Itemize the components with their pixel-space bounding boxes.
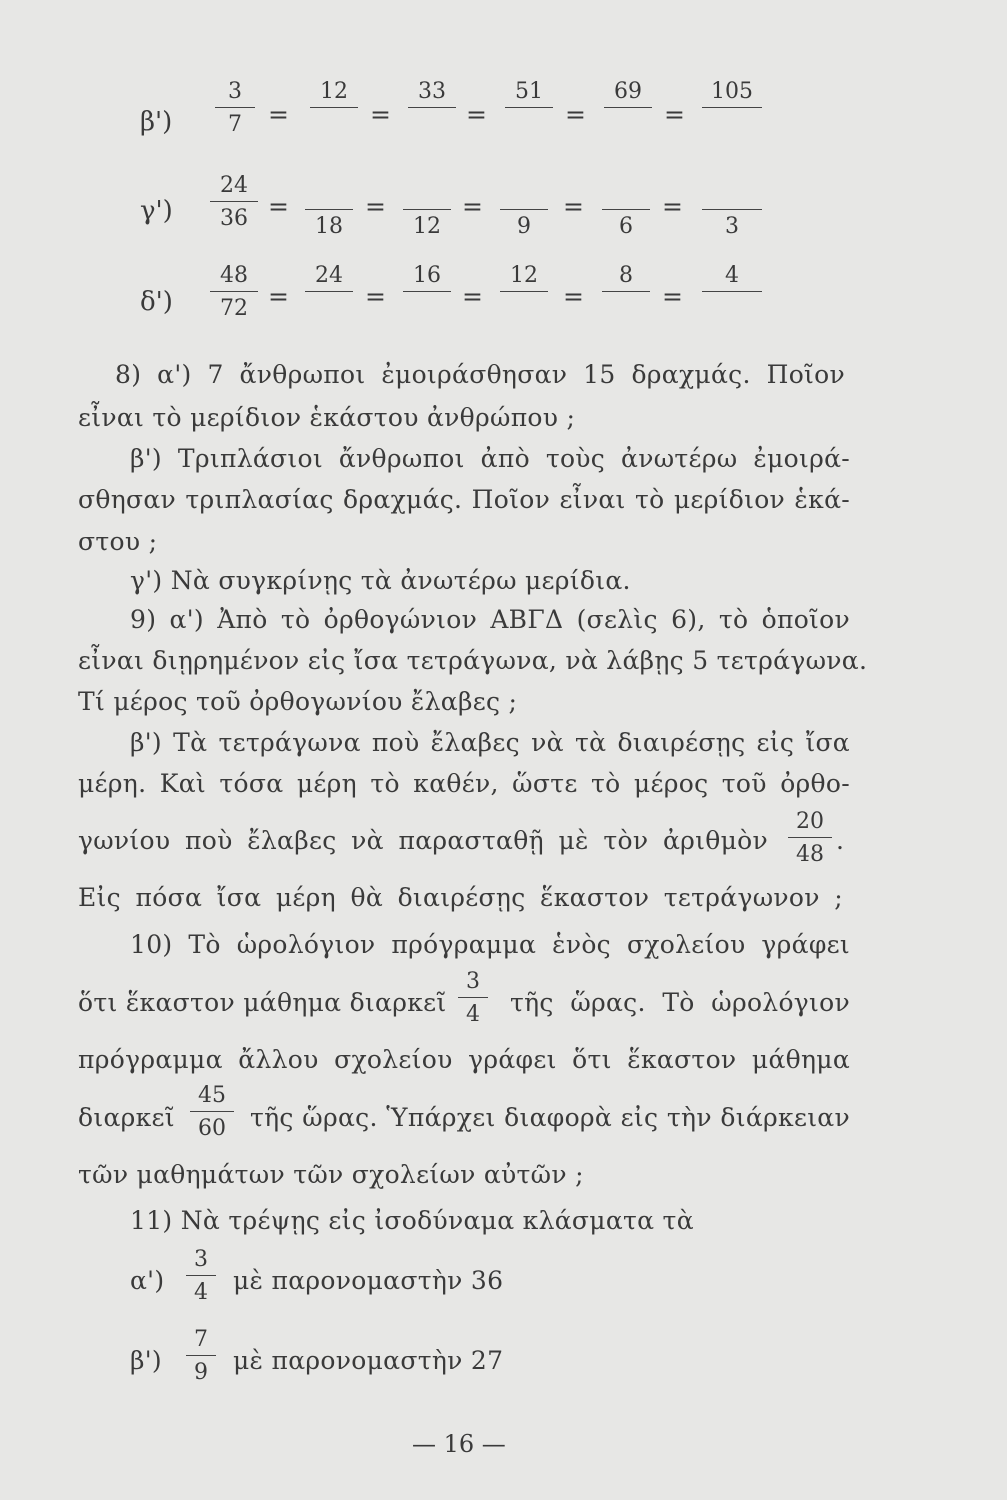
text-line: 9) α') Ἀπὸ τὸ ὀρθογώνιον ΑΒΓΔ (σελὶς 6), τὸ ὁποῖον <box>130 605 850 634</box>
equation-label: δ') <box>140 287 173 317</box>
fraction: 3 4 <box>458 968 488 1029</box>
fraction: 16 <box>403 262 451 323</box>
fraction: 33 <box>408 78 456 139</box>
fraction: 9 <box>500 180 548 241</box>
text-line: διαρκεῖ <box>78 1103 175 1132</box>
fraction: 48 72 <box>210 262 258 323</box>
text-line: τῆς ὥρας. Τὸ ὡρολόγιον <box>510 988 850 1017</box>
text-line: γωνίου ποὺ ἔλαβες νὰ παρασταθῇ μὲ τὸν ἀριθμὸν <box>78 826 768 855</box>
text-line: εἶναι διῃρημένον εἰς ἴσα τετράγωνα, νὰ λάβῃς 5 τετράγωνα. <box>78 646 868 675</box>
fraction: 18 <box>305 180 353 241</box>
item-label: α') <box>130 1266 165 1295</box>
item-label: β') <box>130 1346 162 1375</box>
text-line: γ') Νὰ συγκρίνῃς τὰ ἀνωτέρω μερίδια. <box>130 566 631 595</box>
fraction: 6 <box>602 180 650 241</box>
text-line: ὅτι ἕκαστον μάθημα διαρκεῖ <box>78 988 447 1017</box>
page-number: — 16 — <box>412 1430 506 1458</box>
fraction: 45 60 <box>190 1082 234 1143</box>
fraction: 4 <box>702 262 762 323</box>
fraction: 3 4 <box>186 1246 216 1307</box>
text-line: τῶν μαθημάτων τῶν σχολείων αὐτῶν ; <box>78 1160 584 1189</box>
fraction: 12 <box>310 78 358 139</box>
fraction: 7 9 <box>186 1326 216 1387</box>
text-line: β') Τριπλάσιοι ἄνθρωποι ἀπὸ τοὺς ἀνωτέρω ἐμοιρά- <box>130 444 850 473</box>
text-line: 11) Νὰ τρέψῃς εἰς ἰσοδύναμα κλάσματα τὰ <box>130 1206 694 1235</box>
fraction: 51 <box>505 78 553 139</box>
text-line: Εἰς πόσα ἴσα μέρη θὰ διαιρέσῃς ἕκαστον τετράγωνον ; <box>78 883 843 912</box>
text-line: 8) α') 7 ἄνθρωποι ἐμοιράσθησαν 15 δραχμάς. Ποῖον <box>115 360 845 389</box>
text-line: σθησαν τριπλασίας δραχμάς. Ποῖον εἶναι τὸ μερίδιον ἑκά- <box>78 485 850 514</box>
text-line: μὲ παρονομαστὴν 27 <box>233 1346 504 1375</box>
text-line: β') Τὰ τετράγωνα ποὺ ἔλαβες νὰ τὰ διαιρέσῃς εἰς ἴσα <box>130 728 850 757</box>
equation-label: γ') <box>140 196 173 226</box>
text-line: μέρη. Καὶ τόσα μέρη τὸ καθέν, ὥστε τὸ μέρος τοῦ ὀρθο- <box>78 769 850 798</box>
text-line: 10) Τὸ ὡρολόγιον πρόγραμμα ἑνὸς σχολείου γράφει <box>130 930 850 959</box>
fraction: 105 <box>702 78 762 139</box>
text-line: πρόγραμμα ἄλλου σχολείου γράφει ὅτι ἕκαστον μάθημα <box>78 1045 850 1074</box>
fraction: 69 <box>604 78 652 139</box>
fraction: 8 <box>602 262 650 323</box>
text-line: τῆς ὥρας. Ὑπάρχει διαφορὰ εἰς τὴν διάρκειαν <box>250 1103 850 1132</box>
fraction: 24 <box>305 262 353 323</box>
fraction: 12 <box>500 262 548 323</box>
text-line: μὲ παρονομαστὴν 36 <box>233 1266 504 1295</box>
text-line: εἶναι τὸ μερίδιον ἑκάστου ἀνθρώπου ; <box>78 403 576 432</box>
fraction: 24 36 <box>210 172 258 233</box>
book-page: β') 3 7 = 12 = 33 = 51 = 69 = 105 γ') 24 36 = 18 = 12 = 9 = 6 = 3 δ') 48 72 = 24 = 16 = 12 = 8 = 4 8) α') 7 ἄνθρωποι ἐμοιράσθησαν 15 δραχμάς. Ποῖον εἶναι τὸ μερίδιον ἑκάστου ἀνθρώπου ; β') Τριπλάσιοι ἄνθρωποι ἀπὸ τοὺς ἀνωτέρω ἐμοιρά- σθησαν τριπλασίας δραχμάς. Ποῖον εἶναι τὸ μερίδιον ἑκά- στου ; γ') Νὰ συγκρίνῃς τὰ ἀνωτέρω μερίδια. 9) α') Ἀπὸ τὸ ὀρθογώνιον ΑΒΓΔ (σελὶς 6), τὸ ὁποῖον εἶναι διῃρημένον εἰς ἴσα τετράγωνα, νὰ λάβῃς 5 τετράγωνα. Τί μέρος τοῦ ὀρθογωνίου ἔλαβες ; β') Τὰ τετράγωνα ποὺ ἔλαβες νὰ τὰ διαιρέσῃς εἰς ἴσα μέρη. Καὶ τόσα μέρη τὸ καθέν, ὥστε τὸ μέρος τοῦ ὀρθο- γωνίου ποὺ ἔλαβες νὰ παρασταθῇ μὲ τὸν ἀριθμὸν 20 48 . Εἰς πόσα ἴσα μέρη θὰ διαιρέσῃς ἕκαστον τετράγωνον ; 10) Τὸ ὡρολόγιον πρόγραμμα ἑνὸς σχολείου γράφει ὅτι ἕκαστον μάθημα διαρκεῖ 3 4 τῆς ὥρας. Τὸ ὡρολόγιον πρόγραμμα ἄλλου σχολείου γράφει ὅτι ἕκαστον μάθημα διαρκεῖ 45 60 τῆς ὥρας. Ὑπάρχει διαφορὰ εἰς τὴν διάρκειαν τῶν μαθημάτων τῶν σχολείων αὐτῶν ; 11) Νὰ τρέψῃς εἰς ἰσοδύναμα κλάσματα τὰ α') 3 4 μὲ παρονομαστὴν 36 β') 7 9 μὲ παρονομαστὴν 27 — 16 — <box>0 0 1007 1500</box>
fraction: 3 7 <box>215 78 255 139</box>
equation-label: β') <box>140 107 173 137</box>
text-line: στου ; <box>78 527 158 556</box>
fraction: 20 48 <box>788 808 832 869</box>
fraction: 12 <box>403 180 451 241</box>
fraction: 3 <box>702 180 762 241</box>
text-line: Τί μέρος τοῦ ὀρθογωνίου ἔλαβες ; <box>78 687 518 716</box>
